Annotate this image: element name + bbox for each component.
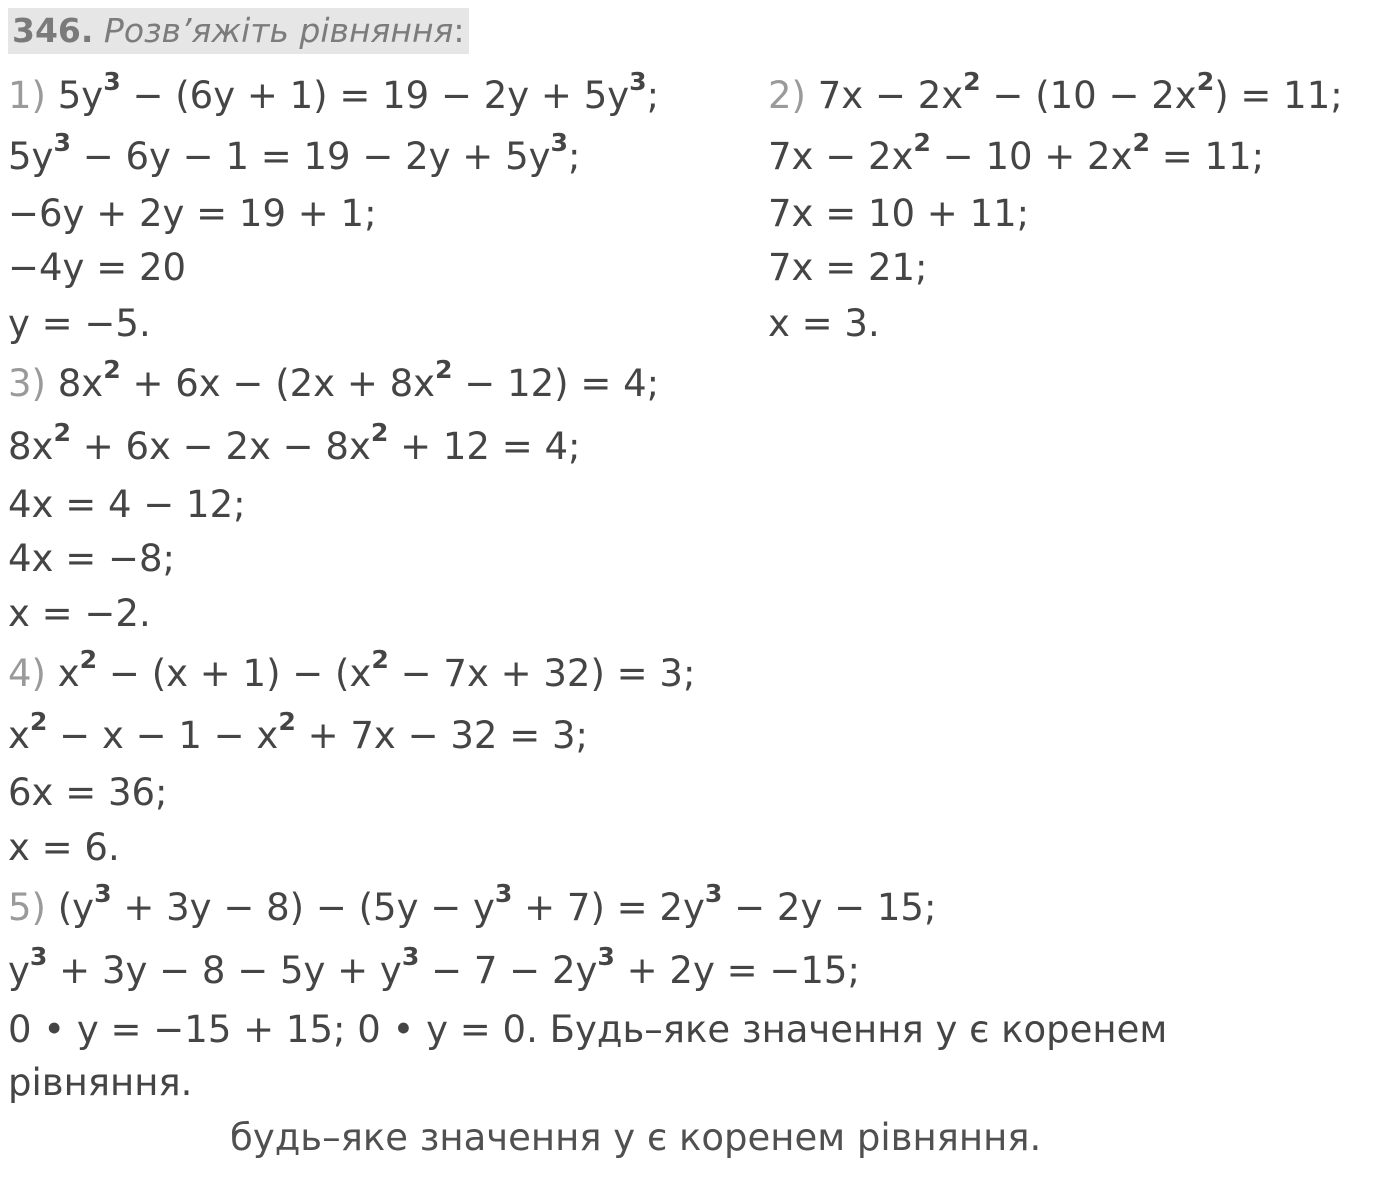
problem-4-equation [8, 644, 696, 696]
problem-1-step-4: y = −5. [8, 302, 151, 345]
problem-2-step-1: $7x - 2x^2 - 10 + 2x^2 = 11$; [768, 127, 1265, 178]
problem-5-equation [8, 878, 937, 930]
equation-text: $x^2 - (x + 1) - (x^2 - 7x + 32) = 3$; [57, 644, 696, 695]
task-header [8, 8, 469, 54]
problem-3-equation [8, 354, 660, 406]
problem-4-step-1: $x^2 - x - 1 - x^2 + 7x - 32 = 3$; [8, 706, 588, 757]
equation-text: $(y^3 + 3y - 8) - (5y - y^3 + 7) = 2y^3 - 2y - 15$; [57, 878, 937, 929]
problem-2-equation [768, 66, 1343, 118]
problem-label: 2) [768, 74, 806, 117]
problem-5-step-3: рівняння. [8, 1061, 193, 1104]
task-instruction: Розв’яжіть рівняння [103, 11, 454, 50]
problem-label: 4) [8, 652, 46, 695]
equation-text: $7x - 2x^2 - (10 - 2x^2) = 11$; [817, 66, 1343, 117]
problem-1-step-1: $5y^3 - 6y - 1 = 19 - 2y + 5y^3$; [8, 127, 581, 178]
problem-1-step-3: −4y = 20 [8, 246, 187, 289]
problem-5-step-1: $y^3 + 3y - 8 - 5y + y^3 - 7 - 2y^3 + 2y = -15$; [8, 941, 860, 992]
problem-2-step-2: 7x = 10 + 11; [768, 192, 1030, 235]
equation-text: $8x^2 + 6x - (2x + 8x^2 - 12) = 4$; [57, 354, 660, 405]
problem-3-step-1: $8x^2 + 6x - 2x - 8x^2 + 12 = 4$; [8, 417, 581, 468]
problem-1-step-2: −6y + 2y = 19 + 1; [8, 192, 377, 235]
problem-label: 1) [8, 74, 46, 117]
problem-label: 3) [8, 362, 46, 405]
problem-label: 5) [8, 886, 46, 929]
task-colon: : [453, 11, 465, 50]
problem-4-step-2: 6x = 36; [8, 771, 168, 814]
problem-3-step-4: x = −2. [8, 592, 151, 635]
equation-text: $5y^3 - (6y + 1) = 19 - 2y + 5y^3$; [57, 66, 660, 117]
problem-5-step-2: 0 • y = −15 + 15; 0 • y = 0. Будь–яке значення y є коренем [8, 1008, 1168, 1051]
problem-3-step-3: 4x = −8; [8, 537, 175, 580]
problem-2-step-4: x = 3. [768, 302, 880, 345]
problem-3-step-2: 4x = 4 − 12; [8, 483, 246, 526]
problem-1-equation [8, 66, 660, 118]
final-answer: будь–яке значення y є коренем рівняння. [230, 1116, 1042, 1159]
task-number: 346. [12, 11, 94, 50]
problem-4-step-3: x = 6. [8, 826, 120, 869]
problem-2-step-3: 7x = 21; [768, 246, 928, 289]
